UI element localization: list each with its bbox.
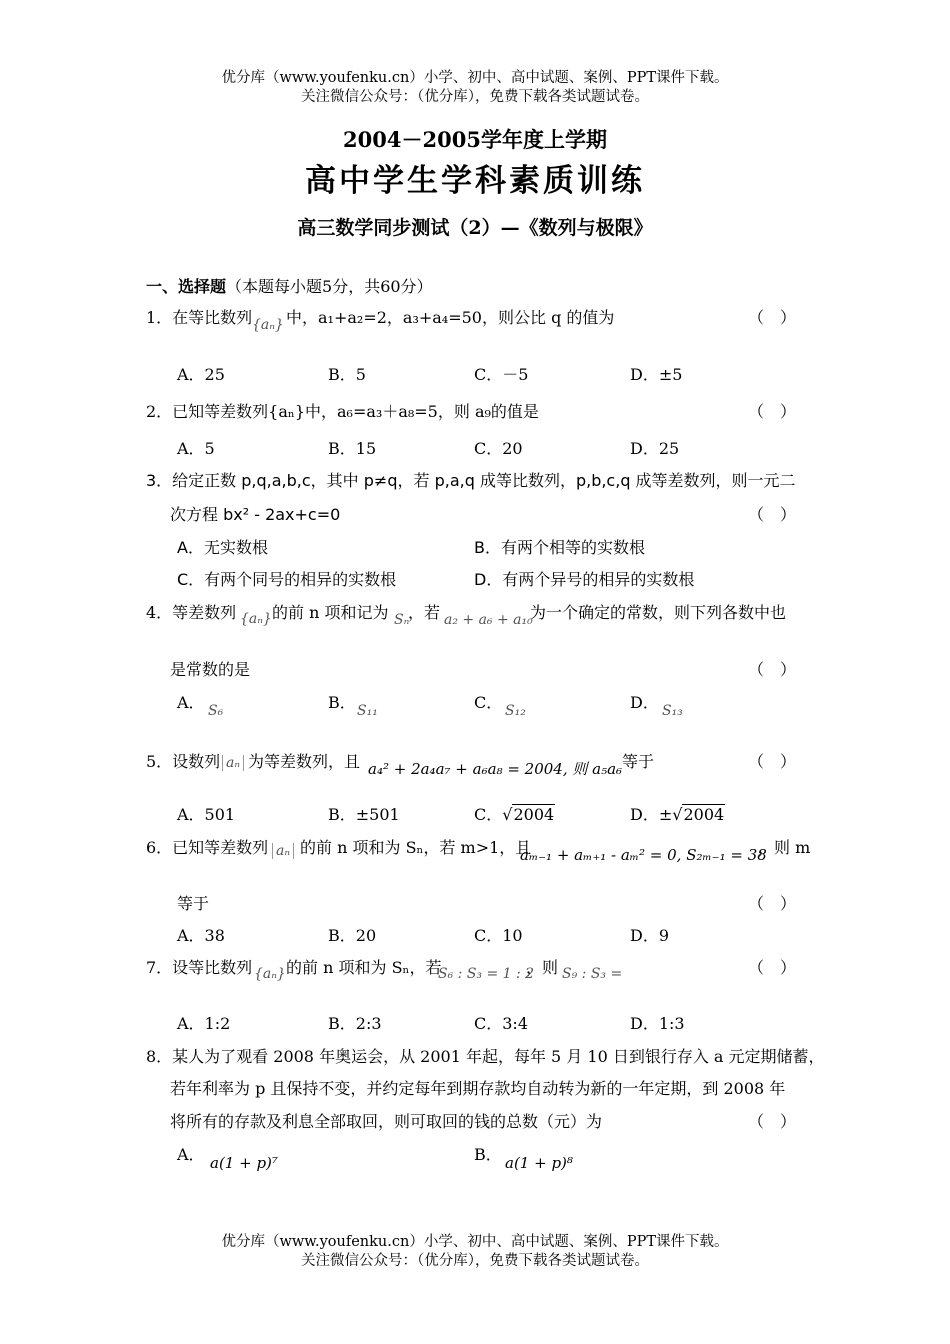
- q8-line-2: 若年利率为 p 且保持不变，并约定每年到期存款均自动转为新的一年定期，到 2008 年: [170, 1079, 786, 1098]
- q4-option-a: A．: [177, 693, 205, 712]
- header-line-2: 关注微信公众号：（优分库），免费下载各类试题试卷。: [301, 89, 649, 105]
- q7-stem-b: 的前 n 项和为 Sₙ，若: [286, 958, 442, 977]
- q8-option-a-value: a(1 + p)⁷: [210, 1154, 278, 1172]
- q1-seq: {aₙ}: [252, 317, 284, 333]
- q6-option-c: C．10: [474, 926, 523, 945]
- q1-option-c: C．－5: [474, 365, 529, 384]
- q4-option-d-value: S₁₃: [662, 703, 683, 719]
- exam-title: 高中学生学科素质训练: [305, 163, 645, 199]
- q3-line-1: 3．给定正数 p,q,a,b,c，其中 p≠q，若 p,a,q 成等比数列，p,b,c,q 成等差数列，则一元二: [146, 471, 796, 490]
- q4-option-b: B．: [328, 693, 356, 712]
- footer-line-2: 关注微信公众号：（优分库），免费下载各类试题试卷。: [301, 1253, 649, 1269]
- q3-answer-paren: （ ）: [748, 505, 797, 524]
- exam-subtitle: 高三数学同步测试（2）—《数列与极限》: [297, 217, 653, 239]
- q6-line-2: 等于: [177, 894, 210, 913]
- q3-option-a: A．无实数根: [177, 538, 268, 557]
- q7-expression-1: S₆ : S₃ = 1 : 2: [438, 966, 535, 982]
- q5-option-c-root: 2004: [513, 805, 555, 824]
- q7-seq: {aₙ}: [254, 966, 286, 982]
- q6-stem-c: ，则 m: [758, 838, 811, 857]
- section-label: 一、选择题: [146, 277, 227, 296]
- q4-stem-d: 为一个确定的常数，则下列各数中也: [530, 603, 787, 622]
- q5-expression: a₄² + 2a₄a₇ + a₆a₈ = 2004, 则 a₅a₆: [368, 760, 623, 778]
- q4-option-a-value: S₆: [208, 703, 224, 719]
- q3-option-d: D．有两个异号的相异的实数根: [474, 570, 695, 589]
- q8-option-b: B．: [474, 1145, 502, 1164]
- q1-option-d: D．±5: [630, 365, 683, 384]
- q5-answer-paren: （ ）: [748, 752, 797, 771]
- section-note: （本题每小题5分，共60分）: [226, 277, 433, 296]
- q1-stem-b: 中，a₁+a₂=2，a₃+a₄=50，则公比 q 的值为: [286, 308, 615, 327]
- q5-option-c: C．√2004: [474, 805, 555, 824]
- q5-option-c-label: C．: [474, 805, 503, 824]
- q3-option-c: C．有两个同号的相异的实数根: [177, 570, 397, 589]
- q4-answer-paren: （ ）: [748, 660, 797, 679]
- q2-option-d: D．25: [630, 439, 680, 458]
- q6-option-a: A．38: [177, 926, 225, 945]
- q4-stem-c: ，若: [408, 603, 441, 622]
- q7-answer-paren: （ ）: [748, 958, 797, 977]
- q5-stem-b: 为等差数列，且: [248, 752, 361, 771]
- q4-stem-b: 的前 n 项和记为: [272, 603, 389, 622]
- q5-stem-c: 等于: [622, 752, 655, 771]
- q4-seq: {aₙ}: [240, 611, 272, 627]
- q8-option-a: A．: [177, 1145, 205, 1164]
- q5-option-a: A．501: [177, 805, 236, 824]
- q1-answer-paren: （ ）: [748, 308, 797, 327]
- q7-option-b: B．2:3: [328, 1014, 382, 1033]
- q6-option-b: B．20: [328, 926, 377, 945]
- q4-option-b-value: S₁₁: [357, 703, 378, 719]
- q2-stem: 2．已知等差数列{aₙ}中，a₆=a₃＋a₈=5，则 a₉的值是: [146, 402, 539, 421]
- q6-seq: aₙ: [272, 843, 294, 859]
- q2-answer-paren: （ ）: [748, 402, 797, 421]
- q5-stem-a: 5．设数列: [146, 752, 221, 771]
- q3-line-2: 次方程 bx² - 2ax+c=0: [170, 505, 341, 524]
- q6-answer-paren: （ ）: [748, 894, 797, 913]
- footer-line-1: 优分库（www.youfenku.cn）小学、初中、高中试题、案例、PPT课件下载。: [221, 1234, 729, 1250]
- q2-option-c: C．20: [474, 439, 523, 458]
- section-heading: [146, 274, 433, 297]
- q7-stem-a: 7．设等比数列: [146, 958, 253, 977]
- q5-option-b: B．±501: [328, 805, 400, 824]
- q6-expression: aₘ₋₁ + aₘ₊₁ - aₘ² = 0, S₂ₘ₋₁ = 38: [520, 846, 767, 864]
- q4-stem-a: 4．等差数列: [146, 603, 237, 622]
- header-line-1: 优分库（www.youfenku.cn）小学、初中、高中试题、案例、PPT课件下载。: [221, 70, 729, 86]
- q7-option-c: C．3:4: [474, 1014, 528, 1033]
- q6-stem-b: 的前 n 项和为 Sₙ，若 m>1，且: [300, 838, 532, 857]
- q7-stem-c: ，则: [526, 958, 559, 977]
- q8-line-1: 8．某人为了观看 2008 年奥运会，从 2001 年起，每年 5 月 10 日到银行存入 a 元定期储蓄，: [146, 1047, 825, 1066]
- q4-option-d: D．: [630, 693, 659, 712]
- q1-option-a: A．25: [177, 365, 225, 384]
- q6-stem-a: 6．已知等差数列: [146, 838, 269, 857]
- q2-option-b: B．15: [328, 439, 377, 458]
- q5-seq: aₙ: [222, 755, 244, 771]
- q5-option-d: D．±√2004: [630, 805, 725, 824]
- q6-option-d: D．9: [630, 926, 670, 945]
- q8-line-3: 将所有的存款及利息全部取回，则可取回的钱的总数（元）为: [170, 1112, 603, 1131]
- q4-sn: Sₙ: [394, 612, 410, 628]
- q3-option-b: B．有两个相等的实数根: [474, 538, 645, 557]
- q2-option-a: A．5: [177, 439, 215, 458]
- q8-answer-paren: （ ）: [748, 1112, 797, 1131]
- q5-option-d-root: 2004: [683, 805, 725, 824]
- q7-expression-2: S₉ : S₃ =: [562, 966, 623, 982]
- q7-option-a: A．1:2: [177, 1014, 231, 1033]
- q4-line-2: 是常数的是: [170, 660, 251, 679]
- q5-option-d-label: D．±: [630, 805, 673, 824]
- q4-option-c: C．: [474, 693, 503, 712]
- q8-option-b-value: a(1 + p)⁸: [505, 1154, 573, 1172]
- q4-option-c-value: S₁₂: [505, 703, 526, 719]
- q7-option-d: D．1:3: [630, 1014, 685, 1033]
- q4-expression: a₂ + a₆ + a₁₀: [444, 612, 533, 628]
- q1-option-b: B．5: [328, 365, 366, 384]
- q1-stem-a: 1．在等比数列: [146, 308, 253, 327]
- exam-year: 2004－2005学年度上学期: [343, 127, 607, 152]
